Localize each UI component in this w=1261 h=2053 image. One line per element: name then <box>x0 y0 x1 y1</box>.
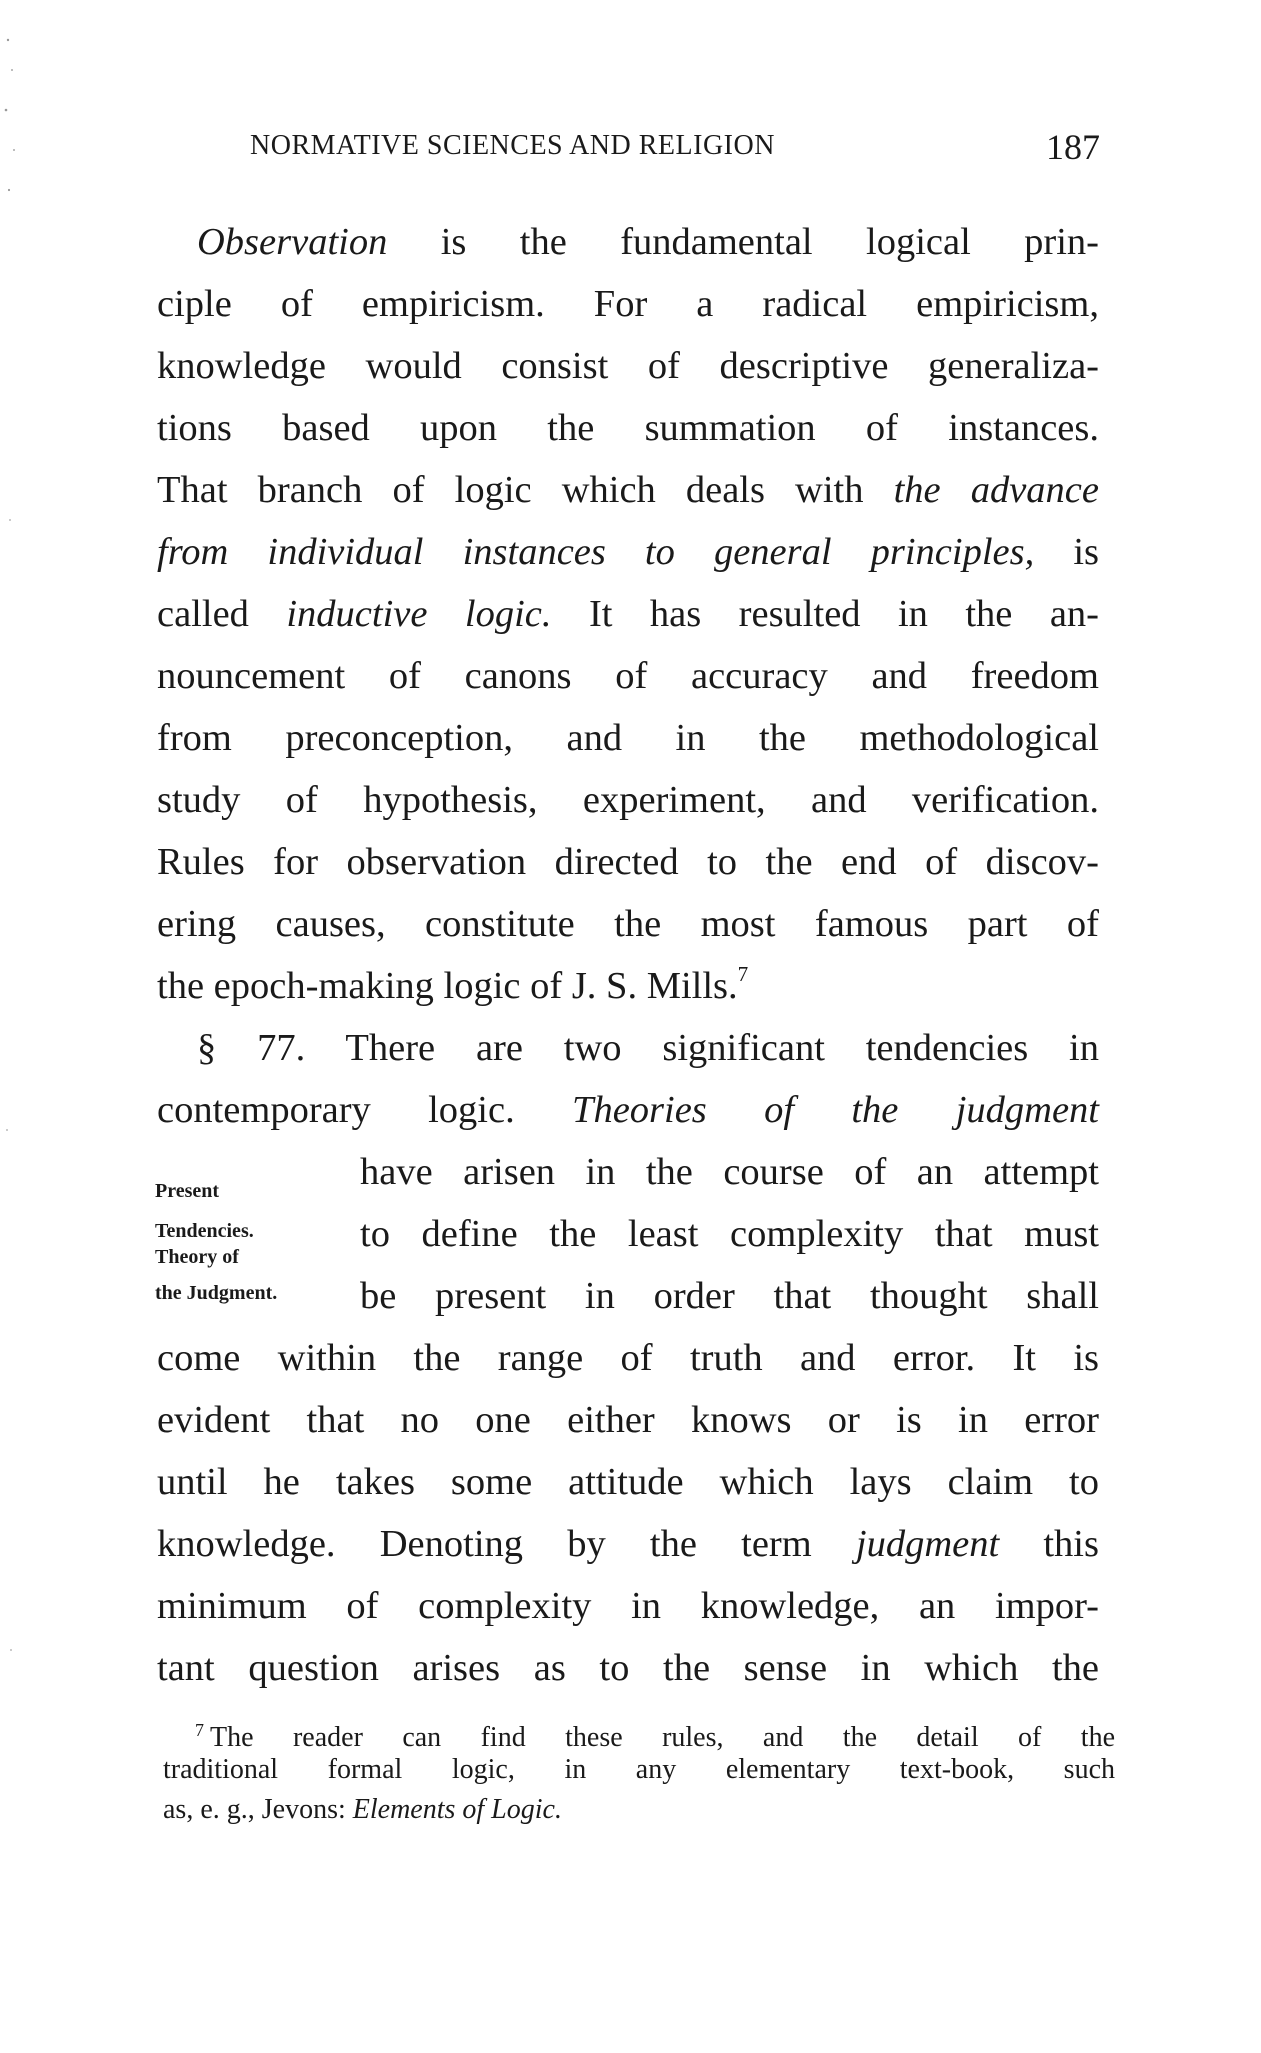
margin-note-line-2: Tendencies. <box>155 1220 254 1242</box>
text-line-24: tant question arises as to the sense in which the <box>157 1647 1099 1689</box>
section-77-start: § 77. There are two significant tendencies in <box>197 1027 1099 1069</box>
text-line-22: knowledge. Denoting by the term judgment this <box>157 1523 1099 1565</box>
text-line-13: the epoch-making logic of J. S. Mills.$^7$ <box>157 962 749 1007</box>
text-line-8: nouncement of canons of accuracy and freedom <box>157 655 1099 697</box>
text-line-21: until he takes some attitude which lays claim to <box>157 1461 1099 1503</box>
text-line-11: Rules for observation directed to the end of discov- <box>157 841 1099 883</box>
text-line-2: ciple of empiricism. For a radical empiricism, <box>157 283 1099 325</box>
text-line-20: evident that no one either knows or is in error <box>157 1399 1099 1441</box>
margin-note-line-4: the Judgment. <box>155 1282 278 1304</box>
text-line-18: be present in order that thought shall <box>360 1275 1099 1317</box>
page-header <box>250 126 1100 174</box>
text-line-3: knowledge would consist of descriptive generaliza- <box>157 345 1099 387</box>
footnote-line-1: $^7$ The reader can find these rules, and the detail of the <box>195 1720 1115 1753</box>
text-line-6: from individual instances to general principles, is <box>157 531 1100 573</box>
footnote-book-title: Elements of Logic. <box>352 1794 562 1825</box>
text-line-10: study of hypothesis, experiment, and verification. <box>157 779 1099 821</box>
text-line-23: minimum of complexity in knowledge, an impor- <box>157 1585 1099 1627</box>
text-line-7: called inductive logic. It has resulted in the an- <box>157 593 1099 635</box>
text-line-17: to define the least complexity that must <box>360 1213 1099 1255</box>
margin-note-line-3: Theory of <box>155 1246 239 1268</box>
text-line-5: That branch of logic which deals with the advance <box>157 469 1099 511</box>
emphasis-observation: Observation <box>197 221 388 263</box>
scan-edge-specks <box>0 0 30 2053</box>
footnote-mark: 7 <box>195 1720 204 1740</box>
text-line-4: tions based upon the summation of instances. <box>157 407 1099 449</box>
footnote-line-2: traditional formal logic, in any elementary text-book, such <box>163 1754 1115 1785</box>
footnote-ref: 7 <box>737 962 749 987</box>
footnote-line-3: as, e. g., Jevons: Elements of Logic. <box>163 1794 562 1825</box>
text-line-12: ering causes, constitute the most famous part of <box>157 903 1099 945</box>
text-line-16: have arisen in the course of an attempt <box>360 1151 1099 1193</box>
text-line-9: from preconception, and in the methodological <box>157 717 1099 759</box>
running-head: NORMATIVE SCIENCES AND RELIGION <box>250 130 775 161</box>
text-line-19: come within the range of truth and error. It is <box>157 1337 1099 1379</box>
page-number: 187 <box>1046 127 1100 167</box>
margin-note-line-1: Present <box>155 1180 220 1202</box>
text-line-15: contemporary logic. Theories of the judgment <box>157 1089 1099 1131</box>
text-line-1: Observation is the fundamental logical prin- <box>197 221 1099 263</box>
